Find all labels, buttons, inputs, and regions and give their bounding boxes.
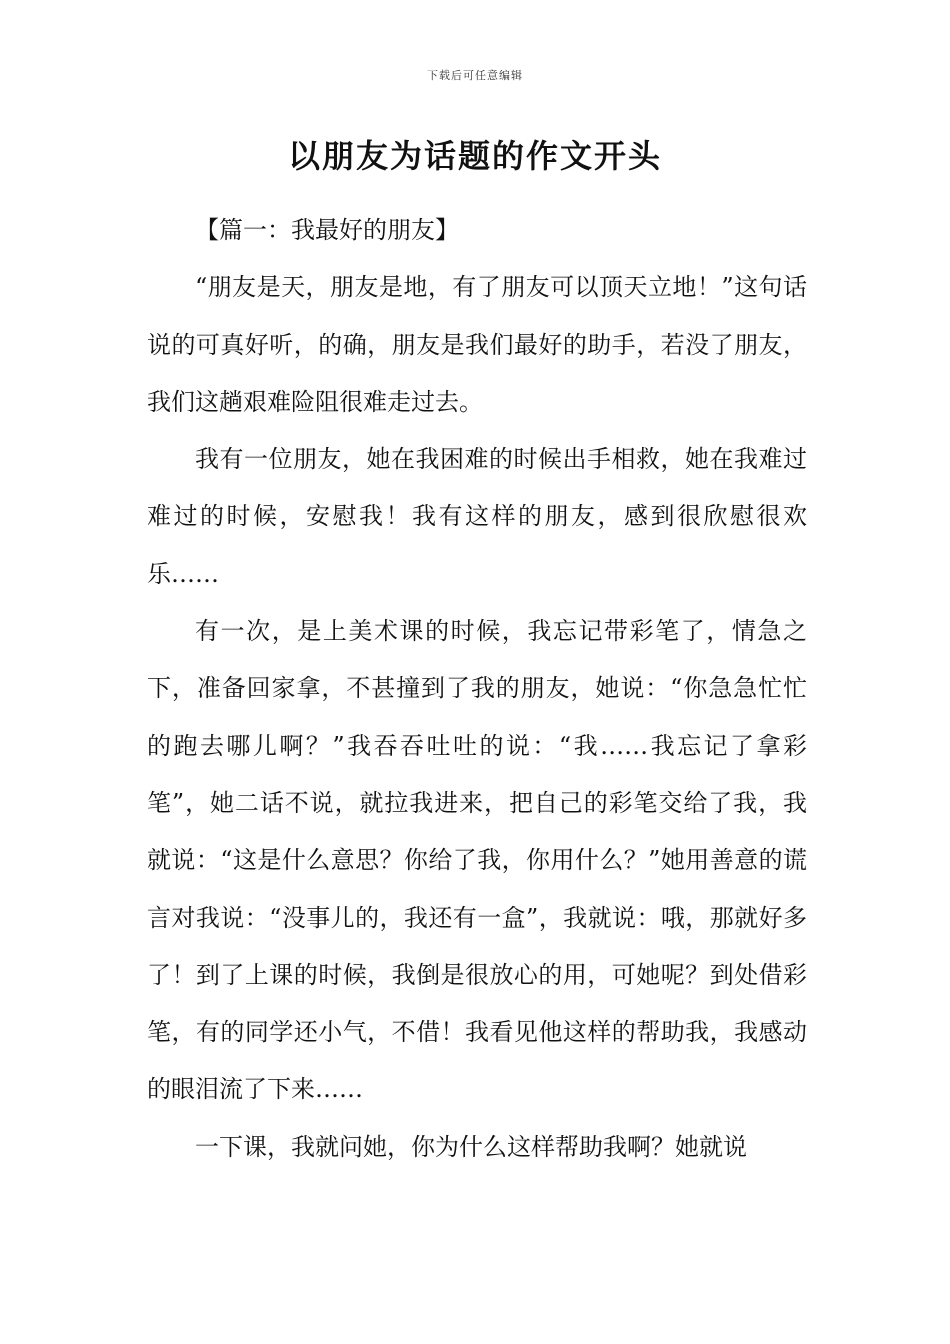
- section-heading: 【篇一：我最好的朋友】: [195, 216, 459, 244]
- paragraph: “朋友是天，朋友是地，有了朋友可以顶天立地！”这句话说的可真好听，的确，朋友是我们最好的助手，若没了朋友，我们这趟艰难险阻很难走过去。: [147, 273, 807, 416]
- paragraph: 一下课，我就问她，你为什么这样帮助我啊？她就说: [195, 1132, 747, 1161]
- document-body: [147, 202, 807, 1176]
- paragraph: 有一次，是上美术课的时候，我忘记带彩笔了，情急之下，准备回家拿，不甚撞到了我的朋友，她说：“你急急忙忙的跑去哪儿啊？”我吞吞吐吐的说：“我……我忘记了拿彩笔”，她二话不说，就拉我进来，把自己的彩笔交给了我，我就说：“这是什么意思？你给了我，你用什么？”她用善意的谎言对我说：“没事儿的，我还有一盒”，我就说：哦，那就好多了！到了上课的时候，我倒是很放心的用，可她呢？到处借彩笔，有的同学还小气，不借！我看见他这样的帮助我，我感动的眼泪流了下来……: [147, 617, 807, 1104]
- document-title: 以朋友为话题的作文开头: [287, 137, 662, 175]
- paragraph: 我有一位朋友，她在我困难的时候出手相救，她在我难过难过的时候，安慰我！我有这样的朋友，感到很欣慰很欢乐……: [147, 445, 807, 588]
- header-note: 下载后可任意编辑: [427, 69, 523, 82]
